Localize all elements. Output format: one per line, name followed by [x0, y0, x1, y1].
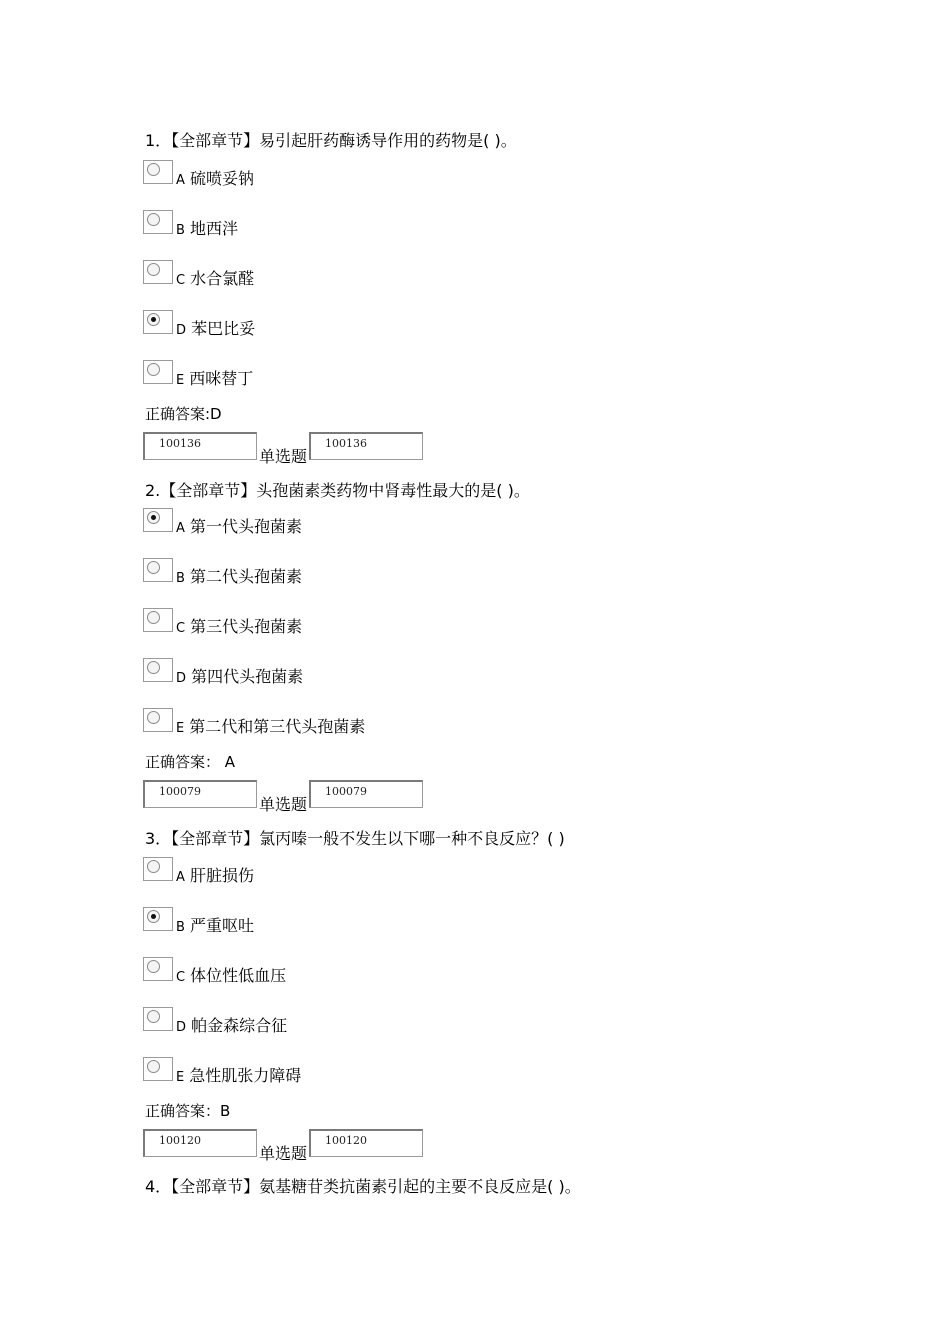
- radio-button[interactable]: [143, 360, 173, 384]
- option-letter: D: [176, 1020, 187, 1035]
- option-label: 水合氯醛: [185, 269, 255, 288]
- question-id-field-2[interactable]: 100136: [309, 432, 423, 460]
- question-id-field[interactable]: 100136: [143, 432, 257, 460]
- option-letter: D: [176, 323, 187, 338]
- option-letter: E: [176, 721, 185, 736]
- option-letter: A: [176, 173, 185, 188]
- radio-button-checked[interactable]: [143, 508, 173, 532]
- radio-button[interactable]: [143, 260, 173, 284]
- option-letter: A: [176, 521, 185, 536]
- option-letter: B: [176, 571, 185, 586]
- question-type-label: 单选题: [259, 1144, 308, 1163]
- question-4-title: 4．【全部章节】氨基糖苷类抗菌素引起的主要不良反应是( )。: [145, 1177, 581, 1196]
- option-label: 体位性低血压: [185, 966, 287, 985]
- option-letter: A: [176, 870, 185, 885]
- radio-button[interactable]: [143, 160, 173, 184]
- option-letter: C: [176, 970, 186, 985]
- option-label: 苯巴比妥: [186, 319, 256, 338]
- question-3-title: 3．【全部章节】氯丙嗪一般不发生以下哪一种不良反应？( ): [145, 829, 565, 848]
- radio-button[interactable]: [143, 1057, 173, 1081]
- option-label: 西咪替丁: [184, 369, 254, 388]
- radio-button[interactable]: [143, 857, 173, 881]
- option-letter: C: [176, 621, 186, 636]
- question-id-field[interactable]: 100120: [143, 1129, 257, 1157]
- radio-button[interactable]: [143, 658, 173, 682]
- question-id-field-2[interactable]: 100120: [309, 1129, 423, 1157]
- option-letter: C: [176, 273, 186, 288]
- radio-button[interactable]: [143, 957, 173, 981]
- question-2-title: 2.【全部章节】头孢菌素类药物中肾毒性最大的是( )。: [145, 481, 530, 500]
- option-label: 第二代和第三代头孢菌素: [184, 717, 366, 736]
- question-id-field[interactable]: 100079: [143, 780, 257, 808]
- radio-button-checked[interactable]: [143, 907, 173, 931]
- option-label: 帕金森综合征: [186, 1016, 288, 1035]
- correct-answer: 正确答案： A: [145, 753, 236, 771]
- correct-answer: 正确答案:D: [145, 405, 222, 423]
- option-label: 地西泮: [184, 219, 239, 238]
- option-letter: B: [176, 223, 185, 238]
- option-letter: E: [176, 1070, 185, 1085]
- question-id-field-2[interactable]: 100079: [309, 780, 423, 808]
- radio-button[interactable]: [143, 558, 173, 582]
- option-label: 急性肌张力障碍: [184, 1066, 302, 1085]
- question-type-label: 单选题: [259, 447, 308, 466]
- option-label: 严重呕吐: [184, 916, 255, 935]
- option-letter: D: [176, 671, 187, 686]
- radio-button-checked[interactable]: [143, 310, 173, 334]
- question-type-label: 单选题: [259, 795, 308, 814]
- option-label: 第二代头孢菌素: [184, 567, 303, 586]
- radio-button[interactable]: [143, 708, 173, 732]
- correct-answer: 正确答案：B: [145, 1102, 231, 1120]
- option-label: 第一代头孢菌素: [184, 517, 302, 536]
- option-label: 硫喷妥钠: [184, 169, 254, 188]
- option-label: 第三代头孢菌素: [185, 617, 303, 636]
- option-label: 第四代头孢菌素: [186, 667, 304, 686]
- radio-button[interactable]: [143, 210, 173, 234]
- radio-button[interactable]: [143, 1007, 173, 1031]
- radio-button[interactable]: [143, 608, 173, 632]
- question-1-title: 1．【全部章节】易引起肝药酶诱导作用的药物是( )。: [145, 131, 517, 150]
- option-label: 肝脏损伤: [184, 866, 254, 885]
- option-letter: B: [176, 920, 185, 935]
- option-letter: E: [176, 373, 185, 388]
